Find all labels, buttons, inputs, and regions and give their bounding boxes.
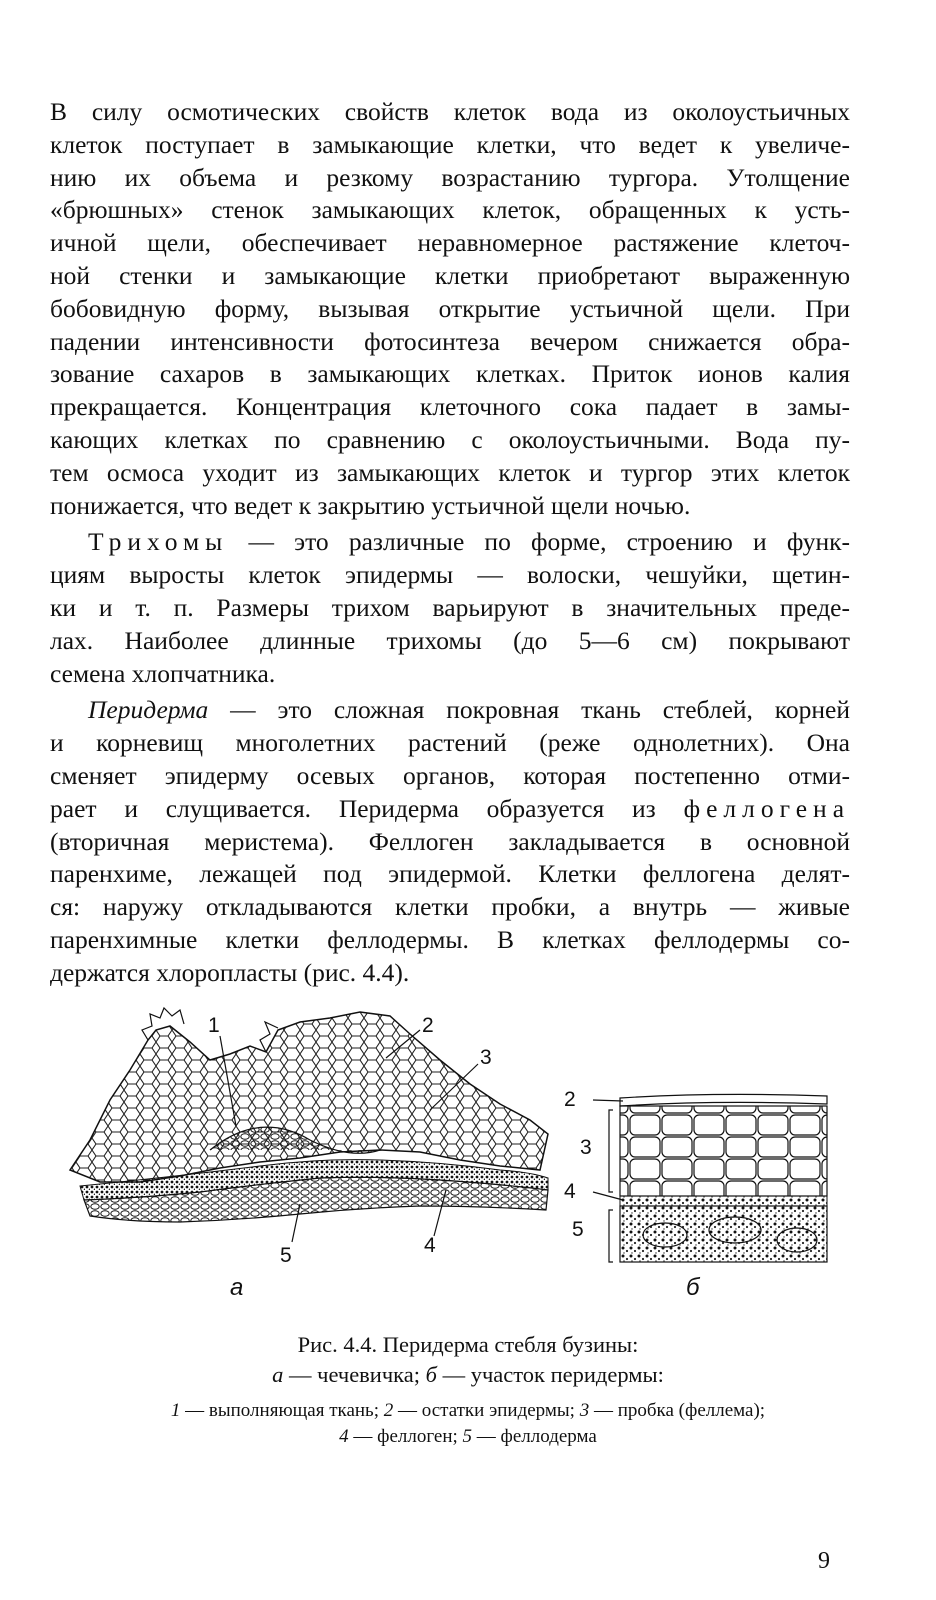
paragraph-stomata [50,96,850,522]
fig-a-label-4: 4 [424,1234,436,1257]
main-text [50,96,850,990]
text-line: нию их объема и резкому возрастанию тургора. Утолщение [50,162,850,192]
text-line: паренхиме, лежащей под эпидермой. Клетки феллогена делят- [50,859,850,889]
legend-text: — пробка (феллема); [589,1400,766,1421]
text-line: В силу осмотических свойств клеток вода из околоустьичных [50,97,850,126]
legend-line-2 [0,1424,936,1450]
fig-a-label-5: 5 [280,1244,292,1267]
caption-text-b: — участок перидермы: [436,1362,664,1387]
text-line: ичной щели, обеспечивает неравномерное растяжение клеточ- [50,228,850,258]
fig-b-label-5: 5 [572,1218,584,1241]
fig-b-label-4: 4 [564,1180,576,1203]
text-line: паренхимные клетки феллодермы. В клетках феллодермы со- [50,924,850,954]
text-line: ки и т. п. Размеры трихом варьируют в значительных преде- [50,592,850,622]
legend-line-1 [0,1398,936,1424]
fig-b-label-3: 3 [580,1136,592,1159]
text-line: семена хлопчатника. [50,658,276,688]
periderm-section-drawing [565,1070,835,1270]
panel-a-letter: а [230,1274,244,1301]
fig-a-label-3: 3 [480,1046,492,1069]
text-fragment: — это сложная покровная ткань стеблей, корней [208,695,850,725]
paragraph-periderm [50,694,850,989]
text-line: сменяет эпидерму осевых органов, которая постепенно отми- [50,760,850,790]
legend-num: 5 [462,1426,473,1447]
legend-text: — выполняющая ткань; [180,1400,384,1421]
legend-num: 3 [579,1400,590,1421]
text-line: тем осмоса уходит из замыкающих клеток и тургор этих клеток [50,457,850,487]
term-trichomes: Трихомы [88,527,229,557]
text-line: падении интенсивности фотосинтеза вечером снижается обра- [50,326,850,356]
page-number: 9 [818,1548,830,1574]
figure-caption [0,1330,936,1390]
text-line: прекращается. Концентрация клеточного сока падает в замы- [50,392,850,422]
text-line: (вторичная меристема). Феллоген закладывается в основной [50,826,850,856]
panel-b-letter: б [686,1274,700,1301]
caption-letter-b: б [425,1362,437,1387]
legend-num: 2 [383,1400,394,1421]
term-phellogen: феллогена [683,793,851,823]
text-line [50,793,850,826]
text-line: зование сахаров в замыкающих клетках. Приток ионов калия [50,359,850,389]
figure-legend [0,1398,936,1450]
legend-text: — остатки эпидермы; [393,1400,580,1421]
fig-a-label-1: 1 [208,1014,220,1037]
text-line: лах. Наиболее длинные трихомы (до 5—6 см) покрывают [50,625,850,655]
text-line: бобовидную форму, вызывая открытие устьичной щели. При [50,293,850,323]
caption-text-a: — чечевичка; [283,1362,426,1387]
text-line: «брюшных» стенок замыкающих клеток, обращенных к усть- [50,195,850,225]
text-line: ной стенки и замыкающие клетки приобретают выраженную [50,260,850,290]
text-line [50,526,850,559]
legend-text: — феллодерма [472,1426,597,1447]
text-line: циям выросты клеток эпидермы — волоски, чешуйки, щетин- [50,560,850,590]
text-fragment: рает и слущивается. Перидерма образуется из [50,793,656,823]
text-line: ся: наружу откладываются клетки пробки, а внутрь — живые [50,892,850,922]
text-line: кающих клетках по сравнению с околоустьичными. Вода пу- [50,424,850,454]
legend-num: 4 [339,1426,349,1447]
caption-letter-a: а [272,1362,284,1387]
text-line: клеток поступает в замыкающие клетки, что ведет к увеличе- [50,129,850,159]
paragraph-trichomes [50,526,850,690]
fig-a-label-2: 2 [422,1014,434,1037]
caption-subtitle [0,1360,936,1390]
text-fragment: — это различные по форме, строению и функ- [228,527,850,557]
text-line: держатся хлоропласты (рис. 4.4). [50,957,410,987]
lenticel-drawing [60,1000,560,1260]
text-line [50,694,850,727]
fig-b-label-2: 2 [564,1088,576,1111]
text-line: и корневищ многолетних растений (реже однолетних). Она [50,728,850,758]
caption-title: Рис. 4.4. Перидерма стебля бузины: [297,1332,639,1357]
figure-periderm [60,1000,850,1330]
legend-num: 1 [170,1400,181,1421]
legend-text: — феллоген; [348,1426,463,1447]
text-line: понижается, что ведет к закрытию устьичной щели ночью. [50,490,691,520]
term-periderm: Перидерма [88,695,209,725]
